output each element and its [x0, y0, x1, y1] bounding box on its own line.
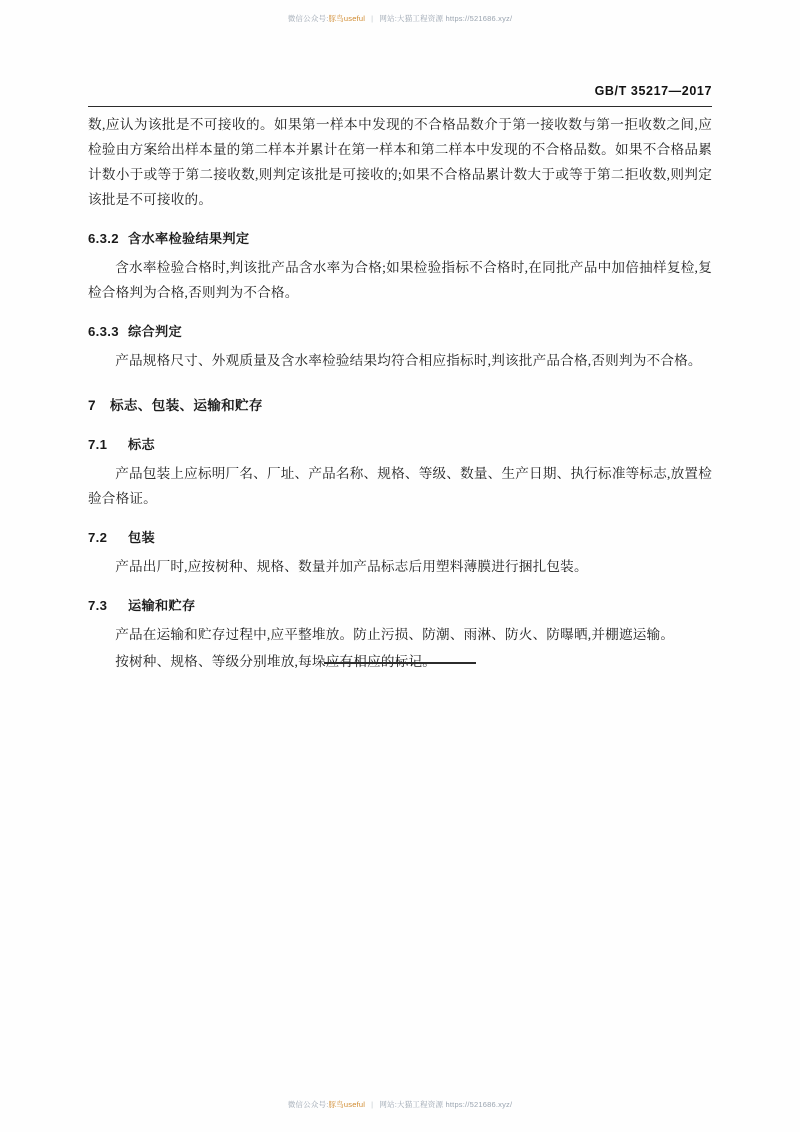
- watermark-bottom-separator: |: [371, 1100, 374, 1109]
- paragraph-7-2: 产品出厂时,应按树种、规格、数量并加产品标志后用塑料薄膜进行捆扎包装。: [115, 559, 588, 574]
- heading-7-1-title: 标志: [128, 437, 155, 452]
- heading-7-3: [88, 593, 712, 618]
- heading-clause-7-title: 标志、包装、运输和贮存: [110, 398, 263, 413]
- heading-7-3-number: 7.3: [88, 598, 108, 613]
- paragraph-7-3-b: 按树种、规格、等级分别堆放,每垛应有相应的标记。: [115, 654, 437, 669]
- heading-7-2: [88, 525, 712, 550]
- watermark-wechat-label: 微信公众号:: [287, 14, 329, 23]
- heading-7-1: [88, 432, 712, 457]
- document-body: [88, 112, 712, 676]
- paragraph-6-3-2: 含水率检验合格时,判该批产品含水率为合格;如果检验指标不合格时,在同批产品中加倍抽样复检,复检合格判为合格,否则判为不合格。: [88, 260, 712, 300]
- watermark-top: [0, 13, 800, 24]
- heading-7-2-title: 包装: [128, 530, 155, 545]
- heading-clause-7-number: 7: [88, 398, 96, 413]
- heading-6-3-2-title: 含水率检验结果判定: [128, 231, 250, 246]
- watermark-bottom-site-name: 大猫工程资源: [397, 1100, 444, 1109]
- header-rule: [88, 106, 712, 107]
- watermark-bottom-wechat-name: 豚鸟useful: [328, 1100, 366, 1109]
- standard-number: GB/T 35217—2017: [594, 84, 712, 98]
- paragraph-6-3-3: 产品规格尺寸、外观质量及含水率检验结果均符合相应指标时,判该批产品合格,否则判为不合格。: [115, 353, 702, 368]
- watermark-separator: |: [371, 14, 374, 23]
- watermark-bottom: [0, 1099, 800, 1110]
- watermark-wechat-name: 豚鸟useful: [328, 14, 366, 23]
- watermark-bottom-wechat-label: 微信公众号:: [287, 1100, 329, 1109]
- watermark-bottom-url: https://521686.xyz/: [445, 1100, 513, 1109]
- heading-6-3-3-title: 综合判定: [128, 324, 182, 339]
- paragraph-7-3-a: 产品在运输和贮存过程中,应平整堆放。防止污损、防潮、雨淋、防火、防曝晒,并棚遮运输。: [115, 627, 675, 642]
- end-of-document-rule: [324, 662, 476, 664]
- heading-6-3-3-number: 6.3.3: [88, 324, 119, 339]
- heading-6-3-3: [88, 319, 712, 344]
- heading-6-3-2-number: 6.3.2: [88, 231, 119, 246]
- page-header: [88, 84, 712, 106]
- heading-clause-7: [88, 393, 712, 418]
- heading-7-3-title: 运输和贮存: [128, 598, 196, 613]
- watermark-bottom-site-label: 网站:: [379, 1100, 397, 1109]
- paragraph-continued: 数,应认为该批是不可接收的。如果第一样本中发现的不合格品数介于第一接收数与第一拒收数之间,应检验由方案给出样本量的第二样本并累计在第一样本和第二样本中发现的不合格品数。如果不合格品累计数小于或等于第二接收数,则判定该批是可接收的;如果不合格品累计数大于或等于第二拒收数,则判定该批是不可接收的。: [88, 117, 712, 207]
- watermark-site-name: 大猫工程资源: [397, 14, 444, 23]
- watermark-site-label: 网站:: [379, 14, 397, 23]
- heading-7-1-number: 7.1: [88, 437, 108, 452]
- paragraph-7-1: 产品包装上应标明厂名、厂址、产品名称、规格、等级、数量、生产日期、执行标准等标志,放置检验合格证。: [88, 466, 712, 506]
- watermark-url: https://521686.xyz/: [445, 14, 513, 23]
- heading-6-3-2: [88, 226, 712, 251]
- heading-7-2-number: 7.2: [88, 530, 108, 545]
